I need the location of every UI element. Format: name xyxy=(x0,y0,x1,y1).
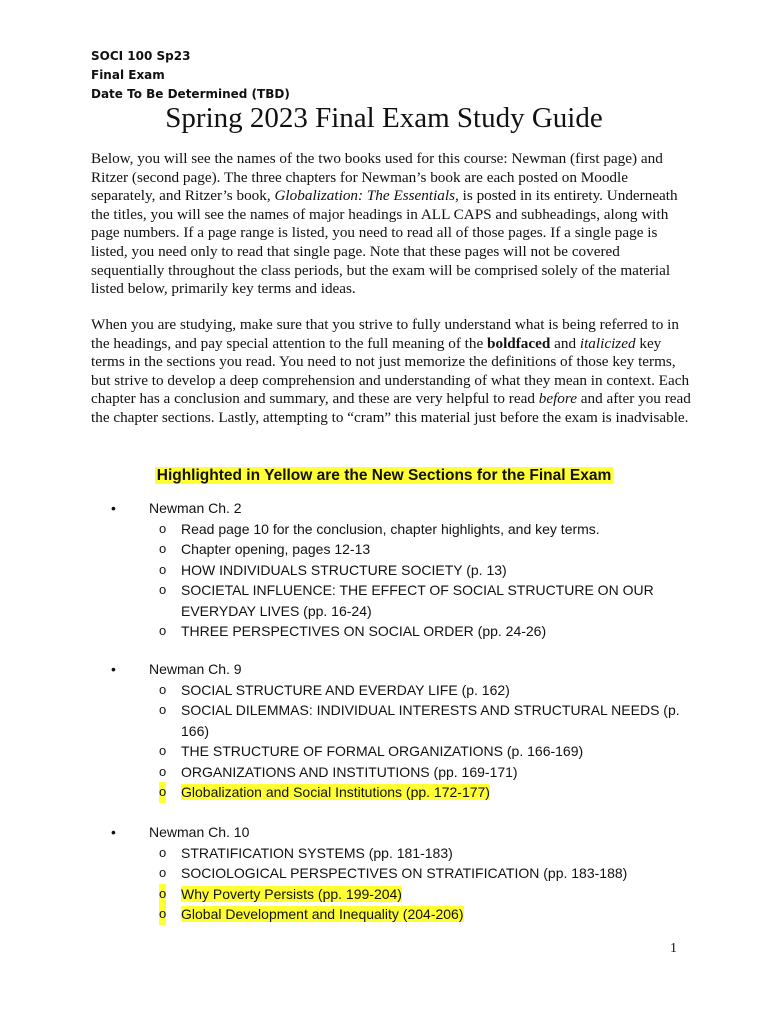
course-code: SOCI 100 Sp23 xyxy=(91,49,191,63)
italicized-term: italicized xyxy=(579,334,636,352)
page-title: Spring 2023 Final Exam Study Guide xyxy=(165,102,603,134)
list-item: o STRATIFICATION SYSTEMS (pp. 181-183) xyxy=(108,843,688,864)
highlight-note: Highlighted in Yellow are the New Sections for the Final Exam xyxy=(156,467,612,484)
page-number: 1 xyxy=(670,941,677,956)
list-item: o THREE PERSPECTIVES ON SOCIAL ORDER (pp. 24-26) xyxy=(108,621,688,642)
chapter-heading: • Newman Ch. 9 xyxy=(108,659,688,680)
sub-bullet-icon: o xyxy=(159,782,166,803)
sub-bullet-icon: o xyxy=(159,623,167,638)
chapter-heading: • Newman Ch. 10 xyxy=(108,822,688,843)
list-item: o THE STRUCTURE OF FORMAL ORGANIZATIONS (p. 166-169) xyxy=(108,741,688,762)
reading-list xyxy=(108,680,688,803)
sub-bullet-icon: o xyxy=(159,884,166,905)
chapter-heading: • Newman Ch. 2 xyxy=(108,498,688,519)
list-item: o Chapter opening, pages 12-13 xyxy=(108,539,688,560)
exam-label: Final Exam xyxy=(91,68,165,82)
sub-bullet-icon: o xyxy=(159,865,167,880)
reading-list xyxy=(108,843,688,925)
document-header xyxy=(91,47,290,104)
list-item: o SOCIOLOGICAL PERSPECTIVES ON STRATIFICATION (pp. 183-188) xyxy=(108,863,688,884)
highlighted-list-item: o Globalization and Social Institutions (pp. 172-177) xyxy=(108,782,688,803)
study-advice-paragraph: When you are studying, make sure that you strive to fully understand what is being referred to in the headings, and pay special attention to the full meaning of the boldfaced and italicized key terms in the sections you read. You need to not just memorize the definitions of those key terms, but strive to develop a deep comprehension and understanding of what they mean in context. Each chapter has a conclusion and summary, and these are very helpful to read before and after you read the chapter sections. Lastly, attempting to “cram” this material just before the exam is inadvisable. xyxy=(91,316,691,426)
sub-bullet-icon: o xyxy=(159,520,167,536)
sub-bullet-icon: o xyxy=(159,702,167,717)
list-item: o ORGANIZATIONS AND INSTITUTIONS (pp. 169-171) xyxy=(108,762,688,783)
list-item: o SOCIAL STRUCTURE AND EVERDAY LIFE (p. 162) xyxy=(108,680,688,701)
intro-paragraph: Below, you will see the names of the two books used for this course: Newman (first page) and Ritzer (second page). The three chapters for Newman’s book are each posted on Moodle separately, and Ritzer’s book, Globalization: The Essentials, is posted in its entirety. Underneath the titles, you will see the names of major headings in ALL CAPS and subheadings, along with page numbers. If a page range is listed, you need to read all of those pages. If a single page is listed, you need only to read that single page. Note that these pages will not be covered sequentially throughout the class periods, but the exam will be comprised solely of the material listed below, primarily key terms and ideas. xyxy=(91,150,678,298)
book-title: Globalization: The Essentials xyxy=(274,187,456,205)
list-item: o HOW INDIVIDUALS STRUCTURE SOCIETY (p. 13) xyxy=(108,560,688,581)
sub-bullet-icon: o xyxy=(159,582,167,597)
reading-list xyxy=(108,519,688,642)
list-item: o SOCIAL DILEMMAS: INDIVIDUAL INTERESTS AND STRUCTURAL NEEDS (p. 166) xyxy=(159,702,680,739)
exam-date: Date To Be Determined (TBD) xyxy=(91,87,290,101)
list-item: o Read page 10 for the conclusion, chapter highlights, and key terms. xyxy=(108,519,688,540)
highlighted-list-item: o Why Poverty Persists (pp. 199-204) xyxy=(108,884,688,905)
boldfaced-term: boldfaced xyxy=(487,334,551,352)
sub-bullet-icon: o xyxy=(159,763,167,779)
sub-bullet-icon: o xyxy=(159,904,166,925)
sub-bullet-icon: o xyxy=(159,844,167,860)
sub-bullet-icon: o xyxy=(159,743,167,758)
chapter-section xyxy=(108,659,688,803)
list-item: o SOCIETAL INFLUENCE: THE EFFECT OF SOCIAL STRUCTURE ON OUR EVERYDAY LIVES (pp. 16-24) xyxy=(159,582,654,619)
sub-bullet-icon: o xyxy=(159,681,167,697)
sub-bullet-icon: o xyxy=(159,561,167,577)
sub-bullet-icon: o xyxy=(159,541,167,556)
before-emphasis: before xyxy=(538,390,577,408)
chapter-section xyxy=(108,498,688,642)
chapter-section xyxy=(108,822,688,925)
highlighted-list-item: o Global Development and Inequality (204-206) xyxy=(108,904,688,925)
